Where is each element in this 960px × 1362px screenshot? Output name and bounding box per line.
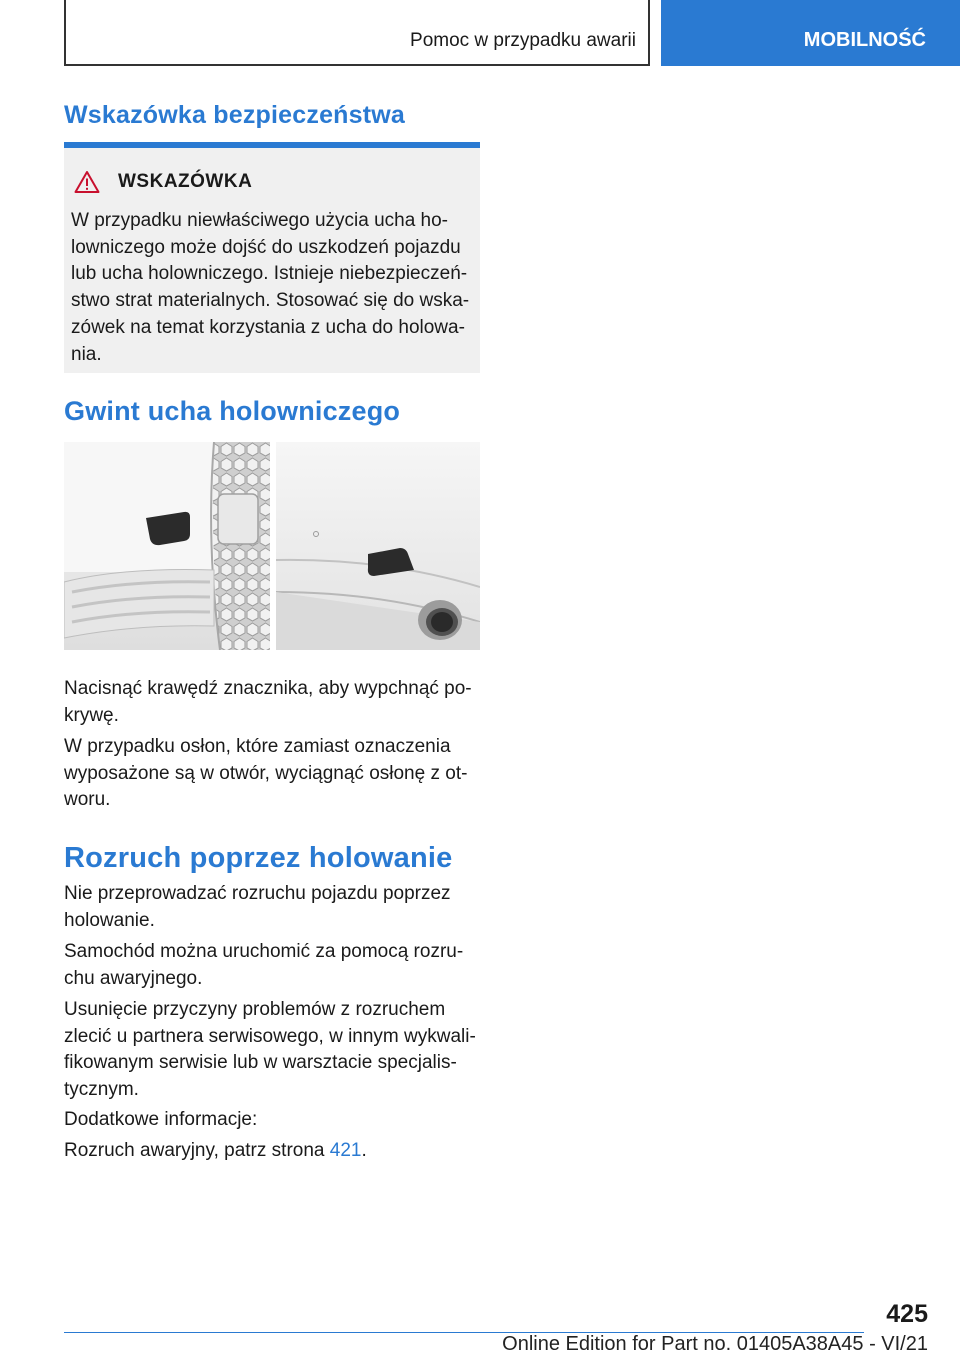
thread-instruction-1: Nacisnąć krawędź znacznika, aby wypchnąć po- krywę.	[64, 678, 472, 726]
warning-triangle-icon	[74, 170, 100, 194]
chapter-tab[interactable]	[661, 0, 960, 66]
page-link-421[interactable]: 421	[329, 1140, 362, 1161]
tow-start-para-2: Samochód można uruchomić za pomocą rozru- chu awaryjnego.	[64, 941, 464, 989]
warning-box	[64, 142, 480, 373]
tow-eye-cover-photo	[64, 442, 480, 650]
thread-instruction-2: W przypadku osłon, które zamiast oznaczenia wyposażone są w otwór, wyciągnąć osłonę z ot- woru.	[64, 736, 468, 811]
cross-reference-end: .	[361, 1140, 367, 1161]
page-number: 425	[886, 1300, 928, 1328]
warning-header	[74, 170, 252, 194]
tow-start-para-4: Dodatkowe informacje:	[64, 1109, 258, 1130]
warning-text: W przypadku niewłaściwego użycia ucha ho- lowniczego może dojść do uszkodzeń pojazdu lub ucha holowniczego. Istnieje niebezpieczeń- stwo strat materialnych. Stosować się do wska- zówek na temat korzystania z ucha do holowa- nia.	[71, 210, 470, 365]
chapter-title: MOBILNOŚĆ	[803, 29, 926, 51]
tow-eye-thread-heading: Gwint ucha holowniczego	[64, 396, 401, 426]
cross-reference-text: Rozruch awaryjny, patrz strona	[64, 1140, 330, 1161]
tow-start-para-3: Usunięcie przyczyny problemów z rozruchem zlecić u partnera serwisowego, w innym wykwali- fikowanym serwisie lub w warsztacie specjalis- tycznym.	[64, 999, 476, 1101]
warning-title: WSKAZÓWKA	[118, 171, 253, 192]
cross-reference	[64, 1138, 484, 1165]
safety-heading: Wskazówka bezpieczeństwa	[64, 101, 406, 129]
tow-start-para-1: Nie przeprowadzać rozruchu pojazdu poprzez holowanie.	[64, 883, 451, 931]
footer-edition: Online Edition for Part no. 01405A38A45 - VI/21	[502, 1333, 928, 1355]
section-title: Pomoc w przypadku awarii	[410, 30, 636, 51]
header-section-box	[64, 0, 650, 66]
tow-start-heading: Rozruch poprzez holowanie	[64, 842, 453, 874]
